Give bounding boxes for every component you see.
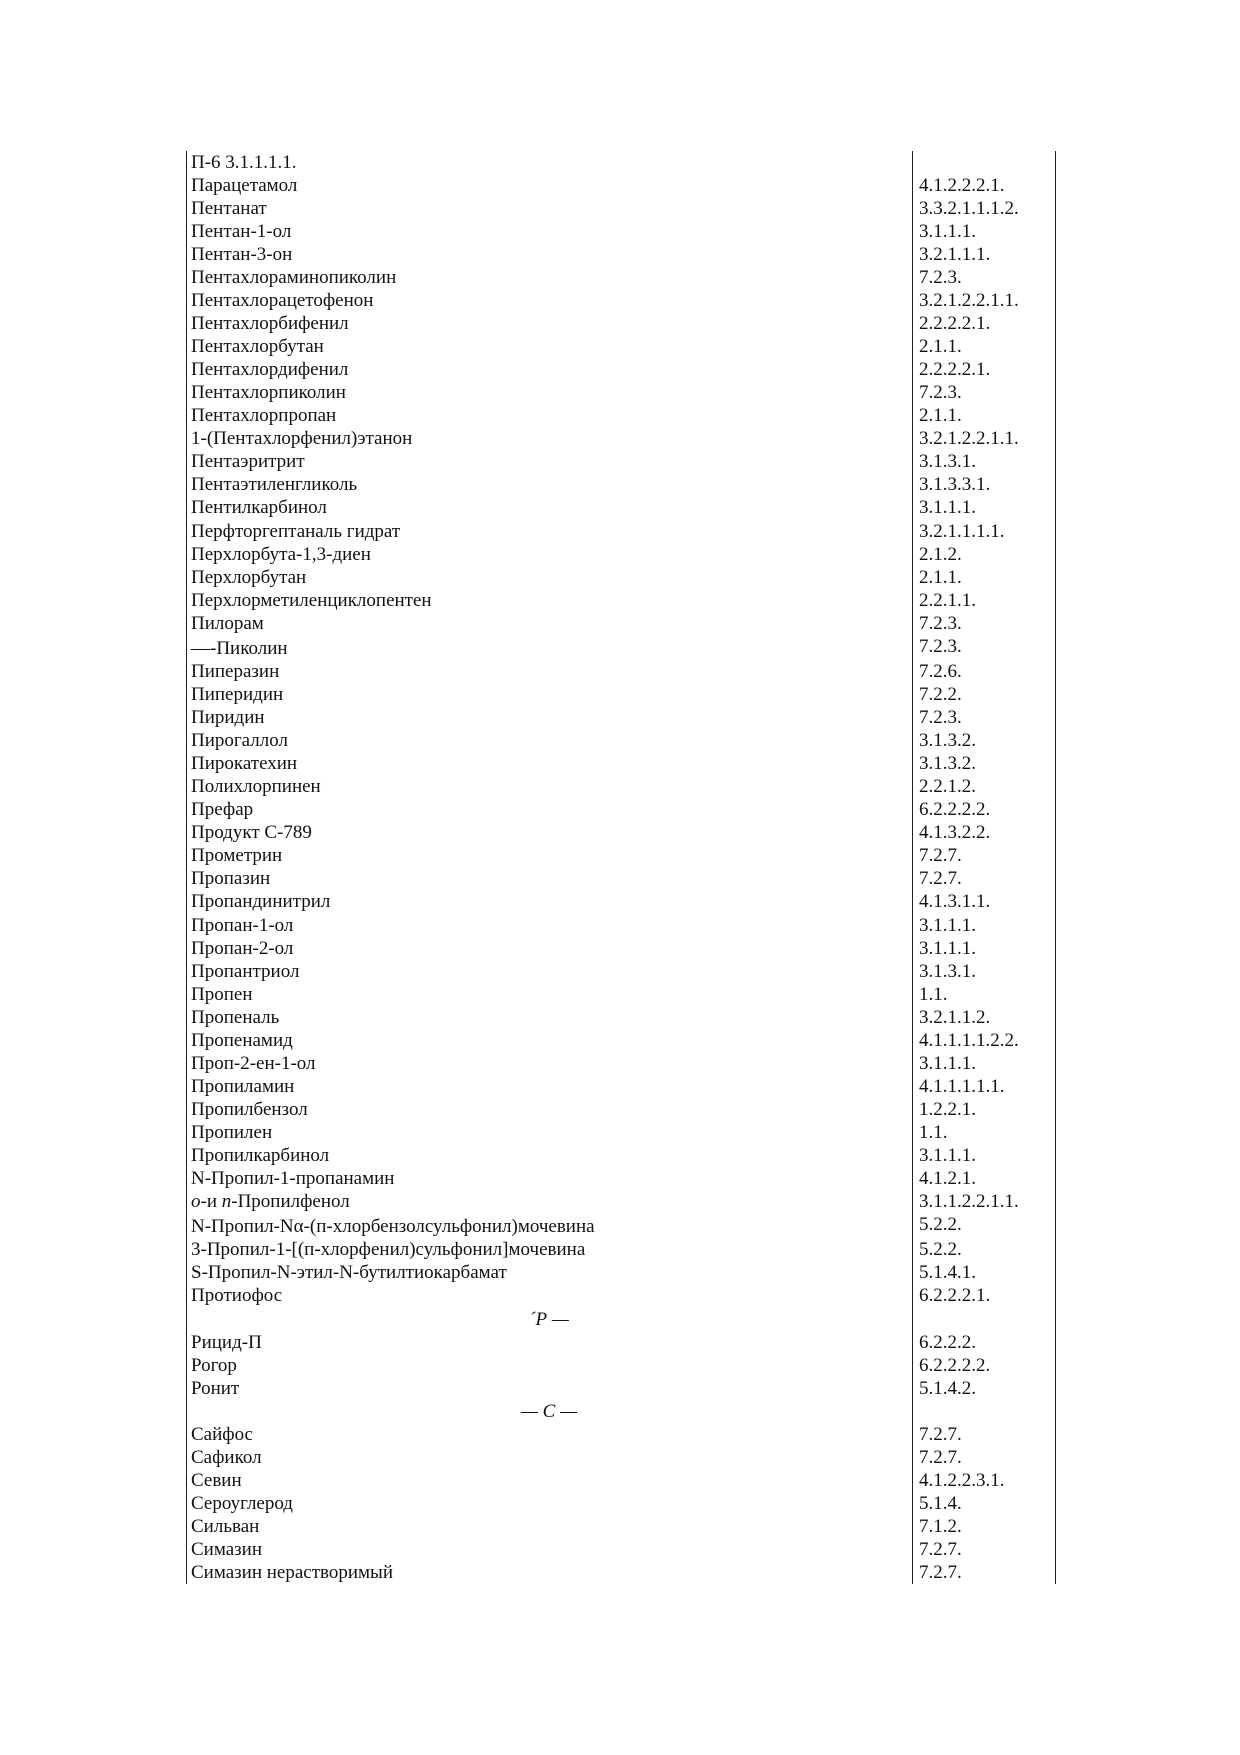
entry-name: Пропенамид <box>191 1029 293 1051</box>
entry-name: Пропан-2-ол <box>191 937 294 959</box>
entry-code: 3.1.3.1. <box>919 960 976 982</box>
entry-code: 1.1. <box>919 1121 948 1143</box>
table-row <box>186 890 1056 913</box>
entry-name: Перхлорбута-1,3-диен <box>191 543 371 565</box>
entry-name: Пентан-1-ол <box>191 221 292 243</box>
entry-code: 3.1.1.1. <box>919 937 976 959</box>
entry-name: Пропен <box>191 983 253 1005</box>
entry-code: 3.2.1.2.2.1.1. <box>919 428 1019 450</box>
entry-code: 4.1.3.1.1. <box>919 891 991 913</box>
entry-name: Пропеналь <box>191 1006 280 1028</box>
table-row <box>186 589 1056 612</box>
entry-name: Префар <box>191 799 254 821</box>
entry-code: 6.2.2.2.1. <box>919 1285 991 1307</box>
table-row <box>186 844 1056 867</box>
entry-code: 2.1.1. <box>919 336 962 358</box>
entry-name: Пентахлорпропан <box>191 405 337 427</box>
entry-code: 2.2.2.2.1. <box>919 359 991 381</box>
table-row <box>186 1052 1056 1075</box>
table-row <box>186 983 1056 1006</box>
table-row <box>186 775 1056 798</box>
entry-name: Прометрин <box>191 845 283 867</box>
entry-name: Проп-2-ен-1-ол <box>191 1052 316 1074</box>
entry-name: Симазин нерастворимый <box>191 1561 393 1583</box>
entry-name: Пирогаллол <box>191 730 288 752</box>
entry-code: 6.2.2.2. <box>919 1331 976 1353</box>
entry-code: 3.2.1.1.2. <box>919 1006 991 1028</box>
entry-code: 3.1.3.3.1. <box>919 474 991 496</box>
entry-name-part: о <box>191 1190 201 1212</box>
table-row <box>186 1469 1056 1492</box>
entry-name-part: -Пропилфенол <box>231 1190 350 1212</box>
entry-name: Протиофос <box>191 1285 283 1307</box>
table-row <box>186 335 1056 358</box>
entry-name: Пропилен <box>191 1121 273 1143</box>
entry-code: 4.1.2.2.2.1. <box>919 175 1005 197</box>
entry-name: Полихлорпинен <box>191 776 321 798</box>
entry-name: Перфторгептаналь гидрат <box>191 520 401 542</box>
entry-code: 7.2.7. <box>919 845 962 867</box>
table-row <box>186 1515 1056 1538</box>
table-row <box>186 174 1056 197</box>
table-row <box>186 1075 1056 1098</box>
table-row <box>186 960 1056 983</box>
entry-name-part: -и <box>200 1190 222 1212</box>
entry-code: 5.1.4. <box>919 1492 962 1514</box>
entry-code: 7.1.2. <box>919 1515 962 1537</box>
entry-code: 2.1.1. <box>919 566 962 588</box>
heading-s-text: — С — <box>521 1400 577 1422</box>
entry-code: 2.1.2. <box>919 543 962 565</box>
entry-name: Пропилбензол <box>191 1098 308 1120</box>
table-row <box>186 752 1056 775</box>
entry-name: 1-(Пентахлорфенил)этанон <box>191 428 413 450</box>
entry-name: 3-Пропил-1-[(п-хлорфенил)сульфонил]мочевина <box>191 1239 586 1261</box>
entry-name: Пентахлораминопиколин <box>191 267 397 289</box>
entry-name: Пентахлордифенил <box>191 359 349 381</box>
table-row <box>186 660 1056 683</box>
section-r-rows <box>186 1331 1056 1400</box>
entry-name: N-Пропил-1-пропанамин <box>191 1167 395 1189</box>
entry-name: Севин <box>191 1469 242 1491</box>
entry-name: Пентахлорбутан <box>191 336 324 358</box>
table-row <box>186 729 1056 752</box>
entry-name-part: n <box>221 1190 232 1212</box>
table-row <box>186 683 1056 706</box>
entry-name: Продукт С-789 <box>191 822 312 844</box>
table-row <box>186 937 1056 960</box>
table-row <box>186 867 1056 890</box>
table-row <box>186 220 1056 243</box>
entry-code: 4.1.2.1. <box>919 1167 976 1189</box>
entry-code: 7.2.3. <box>919 635 962 657</box>
table-row <box>186 473 1056 496</box>
entry-code: 7.2.3. <box>919 267 962 289</box>
section-heading-r <box>186 1308 1056 1331</box>
table-row <box>186 1190 1056 1213</box>
entry-name: Пропантриол <box>191 960 300 982</box>
table-row <box>186 496 1056 519</box>
entry-name: Пропандинитрил <box>191 891 331 913</box>
table-row <box>186 1561 1056 1584</box>
entry-code: 7.2.3. <box>919 382 962 404</box>
heading-r-text: ´Р — <box>529 1308 569 1330</box>
table-row <box>186 914 1056 937</box>
entry-name: Сайфос <box>191 1423 253 1445</box>
entry-code: 3.1.3.2. <box>919 753 976 775</box>
table-row <box>186 381 1056 404</box>
entry-name: Пентахлорпиколин <box>191 382 346 404</box>
table-row <box>186 1284 1056 1307</box>
table-row <box>186 266 1056 289</box>
table-row <box>186 1492 1056 1515</box>
entry-code: 7.2.7. <box>919 1446 962 1468</box>
entry-name: Пропилкарбинол <box>191 1144 330 1166</box>
entry-code: 2.2.2.2.1. <box>919 313 991 335</box>
entry-code: 3.2.1.1.1. <box>919 244 991 266</box>
entry-code: 3.1.3.2. <box>919 730 976 752</box>
entry-name: Пирокатехин <box>191 753 298 775</box>
table-row <box>186 1213 1056 1239</box>
entry-code: 7.2.7. <box>919 1561 962 1583</box>
table-row <box>186 1144 1056 1167</box>
entry-code: 4.1.1.1.1.2.2. <box>919 1029 1019 1051</box>
entry-name: Сафикол <box>191 1446 262 1468</box>
entry-name: Ронит <box>191 1377 240 1399</box>
table-row <box>186 566 1056 589</box>
entry-name: Пентаэритрит <box>191 451 305 473</box>
table-row <box>186 1261 1056 1284</box>
table-row <box>186 312 1056 335</box>
table-row <box>186 151 1056 174</box>
entry-name: Перхлорбутан <box>191 566 307 588</box>
entry-name: Пиперидин <box>191 684 284 706</box>
entry-code: 3.1.1.1. <box>919 914 976 936</box>
entry-name: S-Пропил-N-этил-N-бутилтиокарбамат <box>191 1262 507 1284</box>
entry-code: 1.2.2.1. <box>919 1098 976 1120</box>
entry-code: 5.2.2. <box>919 1239 962 1261</box>
entry-code: 5.1.4.2. <box>919 1377 976 1399</box>
table-row <box>186 1121 1056 1144</box>
entry-code: 4.1.3.2.2. <box>919 822 991 844</box>
entry-code: 1.1. <box>919 983 948 1005</box>
entry-code: 7.2.3. <box>919 707 962 729</box>
entry-name: Пентан-3-он <box>191 244 293 266</box>
entry-code: 3.1.1.1. <box>919 1144 976 1166</box>
entry-name: Пропиламин <box>191 1075 295 1097</box>
table-row <box>186 1006 1056 1029</box>
table-row <box>186 798 1056 821</box>
entry-name: Симазин <box>191 1538 263 1560</box>
entry-code: 3.2.1.2.2.1.1. <box>919 290 1019 312</box>
entry-name: Пропазин <box>191 868 271 890</box>
table-row <box>186 821 1056 844</box>
table-row <box>186 1423 1056 1446</box>
table-row <box>186 289 1056 312</box>
table-row <box>186 1331 1056 1354</box>
table-row <box>186 635 1056 661</box>
table-row <box>186 1098 1056 1121</box>
entry-name: Сильван <box>191 1515 260 1537</box>
entry-name: Пропан-1-ол <box>191 914 294 936</box>
entry-code: 3.1.1.1. <box>919 221 976 243</box>
entry-code: 7.2.7. <box>919 868 962 890</box>
entry-name: Парацетамол <box>191 175 298 197</box>
table-row <box>186 612 1056 635</box>
table-row <box>186 706 1056 729</box>
table-row <box>186 1238 1056 1261</box>
entry-name: Пилорам <box>191 612 264 634</box>
entry-code: 5.2.2. <box>919 1213 962 1235</box>
entry-name <box>191 1190 350 1213</box>
entry-code: 3.1.3.1. <box>919 451 976 473</box>
entry-code: 7.2.3. <box>919 612 962 634</box>
table-row <box>186 520 1056 543</box>
table-row <box>186 358 1056 381</box>
entry-name: Сероуглерод <box>191 1492 293 1514</box>
entry-code: 2.2.1.2. <box>919 776 976 798</box>
table-row <box>186 197 1056 220</box>
entry-code: 6.2.2.2.2. <box>919 1354 991 1376</box>
section-heading-s <box>186 1400 1056 1423</box>
entry-name: Рогор <box>191 1354 237 1376</box>
entry-code: 7.2.6. <box>919 661 962 683</box>
entry-code: 5.1.4.1. <box>919 1262 976 1284</box>
entry-code: 7.2.7. <box>919 1538 962 1560</box>
entry-name: Пентаэтиленгликоль <box>191 474 358 496</box>
entry-code: 2.2.1.1. <box>919 589 976 611</box>
entry-code: 3.3.2.1.1.1.2. <box>919 198 1019 220</box>
entry-code: 3.1.1.1. <box>919 1052 976 1074</box>
table-row <box>186 1377 1056 1400</box>
table-row <box>186 243 1056 266</box>
entry-name: Перхлорметиленциклопентен <box>191 589 432 611</box>
index-table <box>186 151 1056 1584</box>
entry-code: 3.2.1.1.1.1. <box>919 520 1005 542</box>
table-row <box>186 1446 1056 1469</box>
entry-name: П-6 3.1.1.1.1. <box>191 152 297 173</box>
section-s-rows <box>186 1423 1056 1584</box>
entry-name: Пентилкарбинол <box>191 497 327 519</box>
table-row <box>186 404 1056 427</box>
entry-code: 4.1.1.1.1.1. <box>919 1075 1005 1097</box>
table-row <box>186 1029 1056 1052</box>
entry-name: Пентанат <box>191 198 267 220</box>
entry-name: Пиридин <box>191 707 265 729</box>
table-row <box>186 1538 1056 1561</box>
table-row <box>186 450 1056 473</box>
entry-name: Пиперазин <box>191 661 280 683</box>
table-row <box>186 1354 1056 1377</box>
table-row <box>186 427 1056 450</box>
entry-code: 4.1.2.2.3.1. <box>919 1469 1005 1491</box>
table-row <box>186 543 1056 566</box>
entry-code: 7.2.2. <box>919 684 962 706</box>
entry-name: Рицид-П <box>191 1331 262 1353</box>
entry-code: 3.1.1.2.2.1.1. <box>919 1190 1019 1212</box>
section-p-rows <box>186 151 1056 1308</box>
entry-name: Пентахлорацетофенон <box>191 290 374 312</box>
entry-code: 7.2.7. <box>919 1423 962 1445</box>
entry-name: N-Пропил-Nα-(п-хлорбензолсульфонил)мочевина <box>191 1215 595 1237</box>
entry-name: Пентахлорбифенил <box>191 313 349 335</box>
entry-code: 3.1.1.1. <box>919 497 976 519</box>
table-row <box>186 1167 1056 1190</box>
entry-name: —-Пиколин <box>191 637 288 659</box>
entry-code: 2.1.1. <box>919 405 962 427</box>
entry-code: 6.2.2.2.2. <box>919 799 991 821</box>
